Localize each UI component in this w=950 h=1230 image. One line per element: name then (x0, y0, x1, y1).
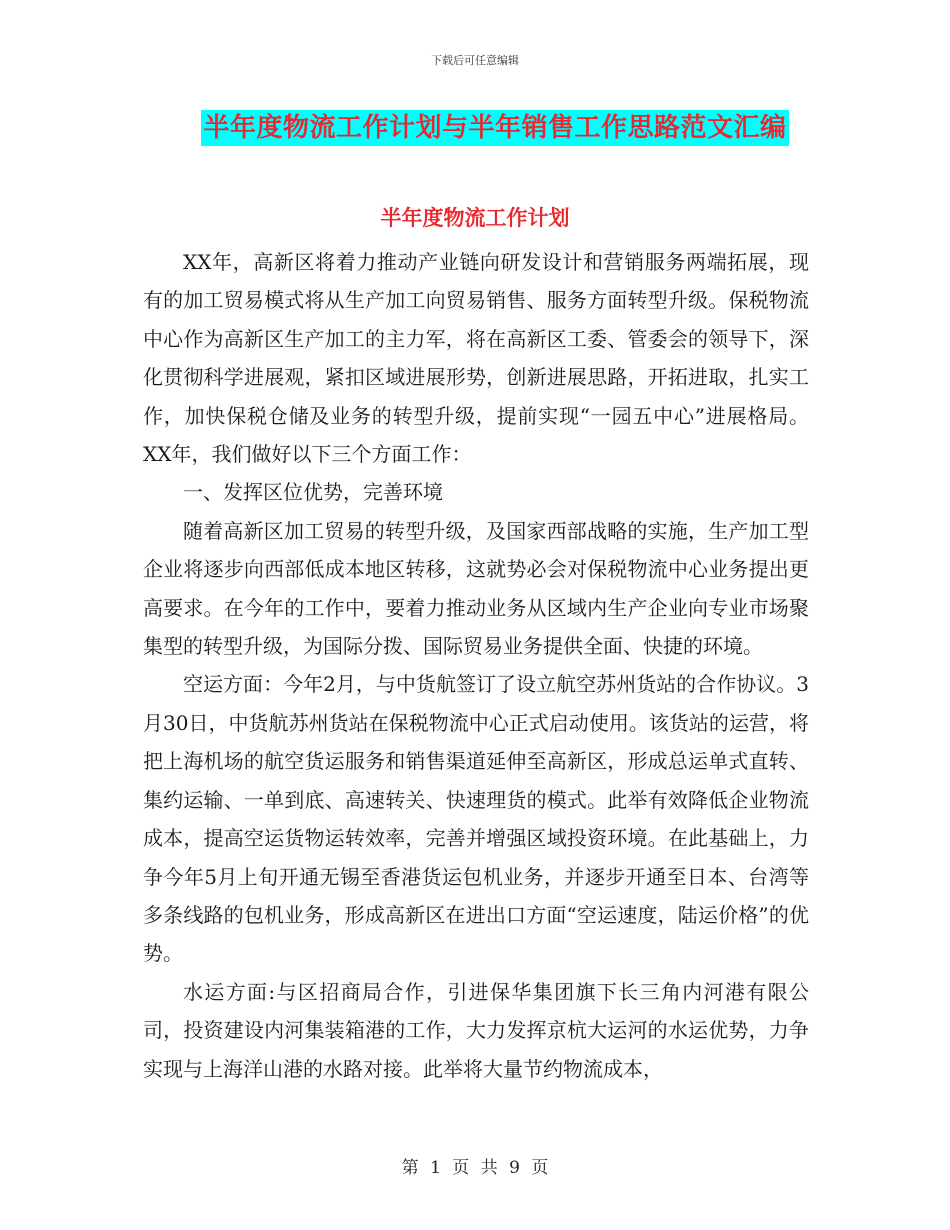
doc-title-wrap (0, 110, 950, 146)
document-title: 半年度物流工作计划与半年销售工作思路范文汇编 (201, 110, 788, 146)
paragraph-air-transport: 空运方面：今年2月，与中货航签订了设立航空苏州货站的合作协议。3月30日，中货航苏州货站在保税物流中心正式启动使用。该货站的运营，将把上海机场的航空货运服务和销售渠道延伸至高新区，形成总运单式直转、集约运输、一单到底、高速转关、快速理货的模式。此举有效降低企业物流成本，提高空运货物运转效率，完善并增强区域投资环境。在此基础上，力争今年5月上旬开通无锡至香港货运包机业务，并逐步开通至日本、台湾等多条线路的包机业务，形成高新区在进出口方面“空运速度，陆运价格”的优势。 (143, 672, 809, 966)
section-title: 半年度物流工作计划 (380, 206, 570, 230)
header-note: 下载后可任意编辑 (431, 54, 519, 67)
paragraph-heading-1: 一、发挥区位优势，完善环境 (183, 480, 443, 505)
paragraph-location: 随着高新区加工贸易的转型升级，及国家西部战略的实施，生产加工型企业将逐步向西部低成本地区转移，这就势必会对保税物流中心业务提出更高要求。在今年的工作中，要着力推动业务从区域内生产企业向专业市场聚集型的转型升级，为国际分拨、国际贸易业务提供全面、快捷的环境。 (143, 518, 809, 659)
page-footer: 第 1 页 共 9 页 (401, 1158, 549, 1178)
paragraph-intro: XX年，高新区将着力推动产业链向研发设计和营销服务两端拓展，现有的加工贸易模式将从生产加工向贸易销售、服务方面转型升级。保税物流中心作为高新区生产加工的主力军，将在高新区工委、管委会的领导下，深化贯彻科学进展观，紧扣区域进展形势，创新进展思路，开拓进取，扎实工作，加快保税仓储及业务的转型升级，提前实现“一园五中心”进展格局。XX年，我们做好以下三个方面工作： (143, 250, 809, 467)
paragraph-water-transport: 水运方面:与区招商局合作，引进保华集团旗下长三角内河港有限公司，投资建设内河集装箱港的工作，大力发挥京杭大运河的水运优势，力争实现与上海洋山港的水路对接。此举将大量节约物流成本， (143, 979, 809, 1081)
document-body (143, 243, 809, 1088)
